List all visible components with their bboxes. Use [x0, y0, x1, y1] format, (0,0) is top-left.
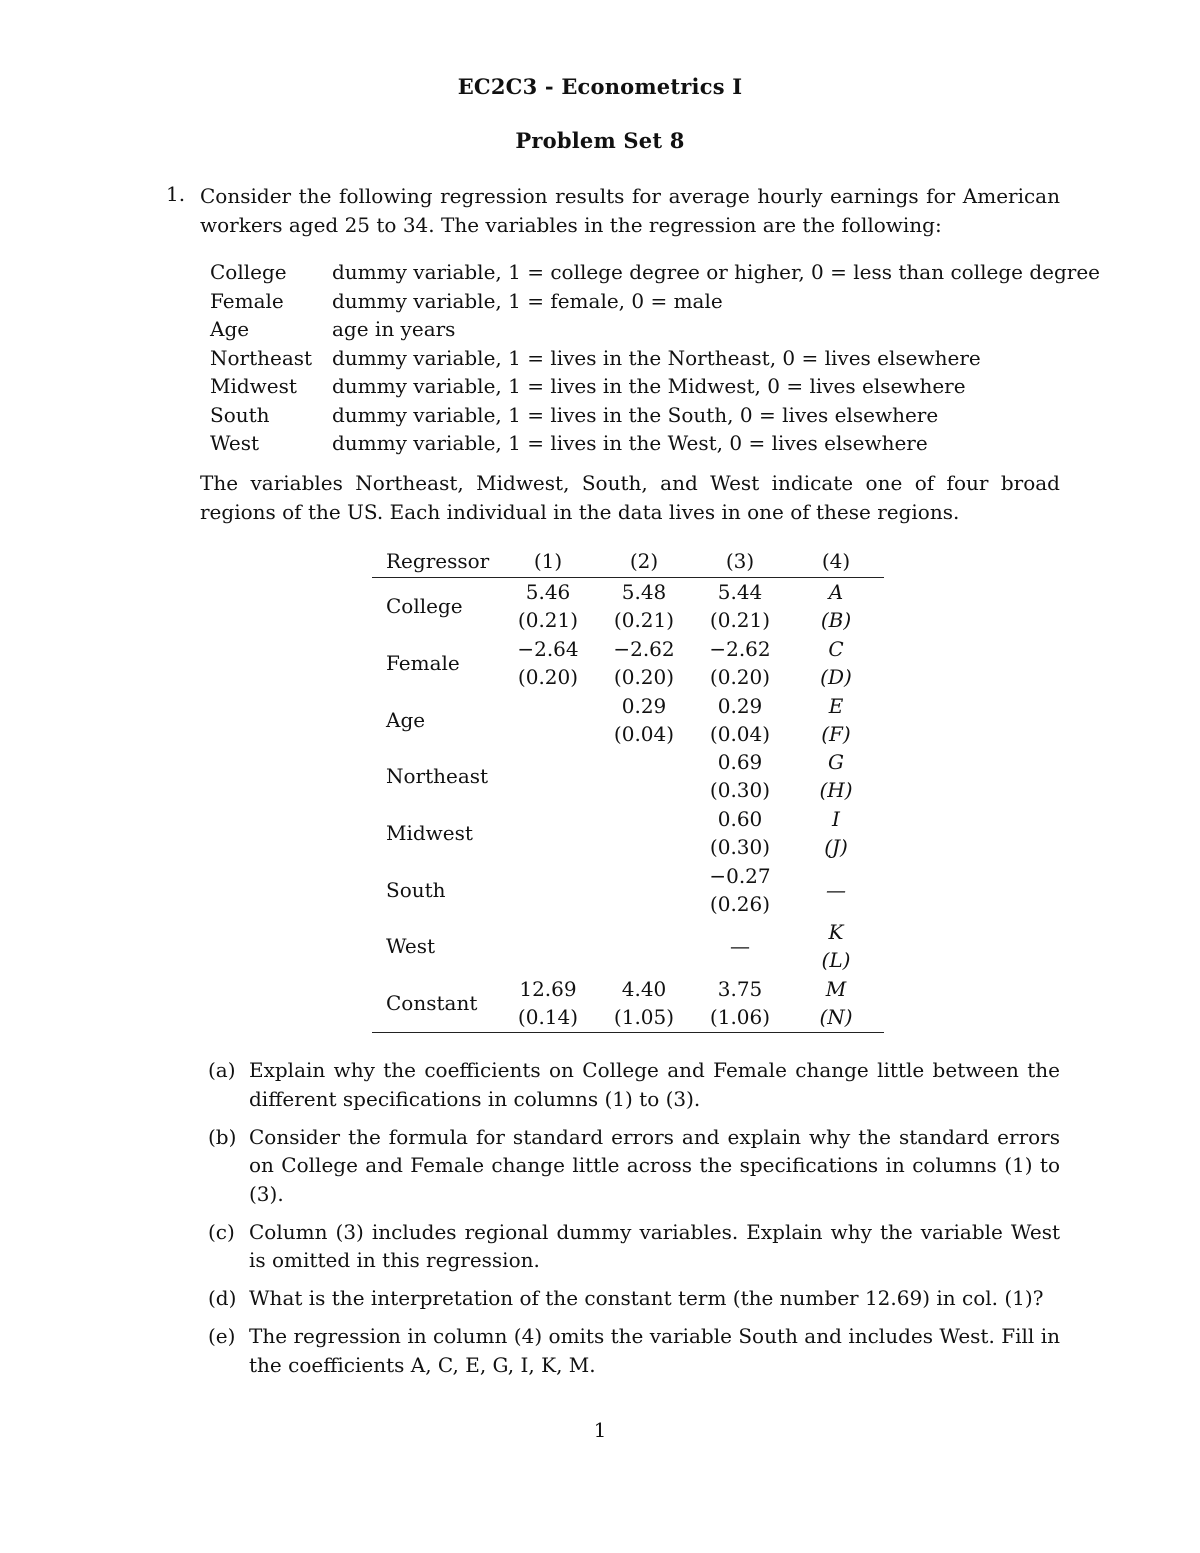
standard-error: (J) [824, 835, 848, 860]
variable-description: dummy variable, 1 = lives in the Northeast, 0 = lives elsewhere [332, 345, 981, 370]
table-row [372, 861, 884, 918]
regression-table [372, 546, 884, 1033]
standard-error: (F) [821, 721, 851, 746]
variable-name: West [210, 431, 260, 455]
table-cell [692, 805, 788, 862]
table-cell [788, 861, 884, 918]
variable-row [210, 429, 1100, 458]
coefficient: 4.40 [621, 977, 667, 1002]
course-title: EC2C3 - Econometrics I [457, 74, 743, 99]
coefficient: 0.29 [717, 693, 763, 718]
standard-error: (0.21) [517, 608, 579, 633]
column-header: Regressor [386, 549, 490, 573]
table-cell [596, 918, 692, 975]
variable-name: College [210, 260, 287, 284]
standard-error: (0.20) [517, 665, 579, 690]
part-label: (c) [208, 1219, 235, 1244]
standard-error: (0.04) [613, 721, 675, 746]
table-cell [692, 578, 788, 635]
coefficient: −2.64 [517, 637, 579, 662]
standard-error: (0.14) [517, 1005, 579, 1030]
part-text: What is the interpretation of the constant term (the number 12.69) in col. (1)? [249, 1286, 1044, 1310]
coefficient: 0.29 [621, 693, 667, 718]
table-cell [788, 578, 884, 635]
table-cell [788, 975, 884, 1032]
table-cell [596, 975, 692, 1032]
standard-error: (H) [819, 778, 853, 803]
variable-description: dummy variable, 1 = lives in the South, 0 = lives elsewhere [332, 402, 939, 427]
column-header: (4) [821, 549, 851, 573]
variable-row [210, 315, 1100, 344]
variable-description: age in years [332, 317, 456, 341]
table-header-row [372, 546, 884, 578]
part-text: Explain why the coefficients on College and Female change little between the different specifications in columns (1) to (3). [249, 1058, 1060, 1111]
column-header: (1) [533, 549, 563, 573]
coefficient: 12.69 [519, 977, 577, 1002]
table-cell [500, 918, 596, 975]
standard-error: (0.30) [709, 835, 771, 860]
coefficient: A [828, 580, 844, 605]
standard-error: (0.21) [613, 608, 675, 633]
table-cell [788, 805, 884, 862]
table-row [372, 918, 884, 975]
coefficient: 0.60 [717, 807, 763, 832]
row-label: Midwest [386, 821, 473, 846]
variable-row [210, 344, 1100, 373]
row-label: South [386, 877, 446, 902]
part-label: (b) [208, 1124, 237, 1149]
table-cell [596, 748, 692, 805]
variable-name: Age [210, 317, 250, 341]
row-label: Female [386, 651, 460, 676]
question-intro: Consider the following regression results for average hourly earnings for American workers aged 25 to 34. The variables in the regression are the following: [200, 184, 1060, 237]
table-body [372, 578, 884, 1032]
coefficient: — [730, 934, 750, 959]
standard-error: (L) [821, 948, 851, 973]
variable-description: dummy variable, 1 = lives in the West, 0 = lives elsewhere [332, 431, 928, 455]
coefficient: −2.62 [613, 637, 675, 662]
coefficient: K [828, 920, 844, 945]
column-header: (3) [725, 549, 755, 573]
coefficient: −0.27 [709, 863, 771, 888]
standard-error: (N) [819, 1005, 853, 1030]
variable-row [210, 287, 1100, 316]
table-row [372, 805, 884, 862]
standard-error: (0.20) [709, 665, 771, 690]
variable-row [210, 401, 1100, 430]
table-cell [692, 748, 788, 805]
row-label: Constant [386, 991, 478, 1016]
table-row [372, 975, 884, 1032]
standard-error: (0.30) [709, 778, 771, 803]
column-header: (2) [629, 549, 659, 573]
table-cell [788, 748, 884, 805]
table-cell [596, 691, 692, 748]
coefficient: 5.48 [621, 580, 667, 605]
variable-row [210, 258, 1100, 287]
table-row [372, 691, 884, 748]
standard-error: (0.04) [709, 721, 771, 746]
coefficient: C [828, 637, 844, 662]
table-cell [500, 975, 596, 1032]
variable-description: dummy variable, 1 = female, 0 = male [332, 288, 723, 313]
part-text: Consider the formula for standard errors and explain why the standard errors on College and Female change little across the specifications in columns (1) to (3). [249, 1124, 1060, 1206]
table-cell [596, 578, 692, 635]
standard-error: (1.06) [709, 1005, 771, 1030]
table-row [372, 578, 884, 635]
row-label: Northeast [386, 764, 489, 789]
part-text: Column (3) includes regional dummy variables. Explain why the variable West is omitted in this regression. [249, 1219, 1060, 1272]
question-parts [200, 1056, 1060, 1389]
question-part [200, 1056, 1060, 1113]
coefficient: 3.75 [717, 977, 763, 1002]
variable-name: Midwest [210, 374, 297, 398]
page-number: 1 [593, 1418, 607, 1442]
part-label: (d) [208, 1286, 237, 1310]
part-label: (a) [208, 1058, 236, 1082]
table-cell [788, 691, 884, 748]
table-cell [788, 918, 884, 975]
coefficient: E [828, 693, 844, 718]
variable-row [210, 372, 1100, 401]
question-part [200, 1123, 1060, 1209]
question-part [200, 1218, 1060, 1275]
coefficient: −2.62 [709, 637, 771, 662]
standard-error: (0.21) [709, 608, 771, 633]
table-row [372, 748, 884, 805]
question-part [200, 1322, 1060, 1379]
table-cell [596, 805, 692, 862]
table-cell [500, 635, 596, 692]
table-cell [692, 975, 788, 1032]
coefficient: 0.69 [717, 750, 763, 775]
standard-error: (D) [820, 665, 852, 690]
table-cell [788, 635, 884, 692]
variable-name: Northeast [210, 345, 313, 370]
table-cell [500, 861, 596, 918]
coefficient: G [828, 750, 844, 775]
part-text: The regression in column (4) omits the variable South and includes West. Fill in the coefficients A, C, E, G, I, K, M. [249, 1324, 1060, 1377]
coefficient: 5.44 [717, 580, 763, 605]
table-cell [500, 691, 596, 748]
coefficient: — [826, 877, 846, 902]
table-cell [692, 635, 788, 692]
table-cell [596, 635, 692, 692]
table-cell [692, 691, 788, 748]
row-label: West [386, 934, 436, 959]
table-row [372, 635, 884, 692]
table-bottom-rule [372, 1032, 884, 1033]
table-cell [596, 861, 692, 918]
row-label: Age [386, 707, 426, 732]
variable-description: dummy variable, 1 = lives in the Midwest, 0 = lives elsewhere [332, 374, 966, 398]
question-number: 1. [166, 182, 186, 206]
table-cell [500, 805, 596, 862]
standard-error: (1.05) [613, 1005, 675, 1030]
table-cell [500, 748, 596, 805]
variable-name: Female [210, 288, 284, 313]
row-label: College [386, 594, 463, 619]
problem-set-title: Problem Set 8 [515, 128, 685, 153]
coefficient: 5.46 [525, 580, 571, 605]
standard-error: (0.26) [709, 891, 771, 916]
coefficient: M [825, 977, 847, 1002]
variable-definitions [210, 258, 1100, 458]
table-cell [500, 578, 596, 635]
standard-error: (B) [820, 608, 852, 633]
part-label: (e) [208, 1324, 236, 1348]
table-cell [692, 918, 788, 975]
variable-description: dummy variable, 1 = college degree or higher, 0 = less than college degree [332, 260, 1100, 284]
variable-name: South [210, 402, 270, 427]
table-cell [692, 861, 788, 918]
coefficient: I [832, 807, 840, 832]
regions-note: The variables Northeast, Midwest, South, and West indicate one of four broad regions of the US. Each individual in the data lives in one of these regions. [200, 471, 1060, 524]
question-part [200, 1284, 1060, 1313]
standard-error: (0.20) [613, 665, 675, 690]
